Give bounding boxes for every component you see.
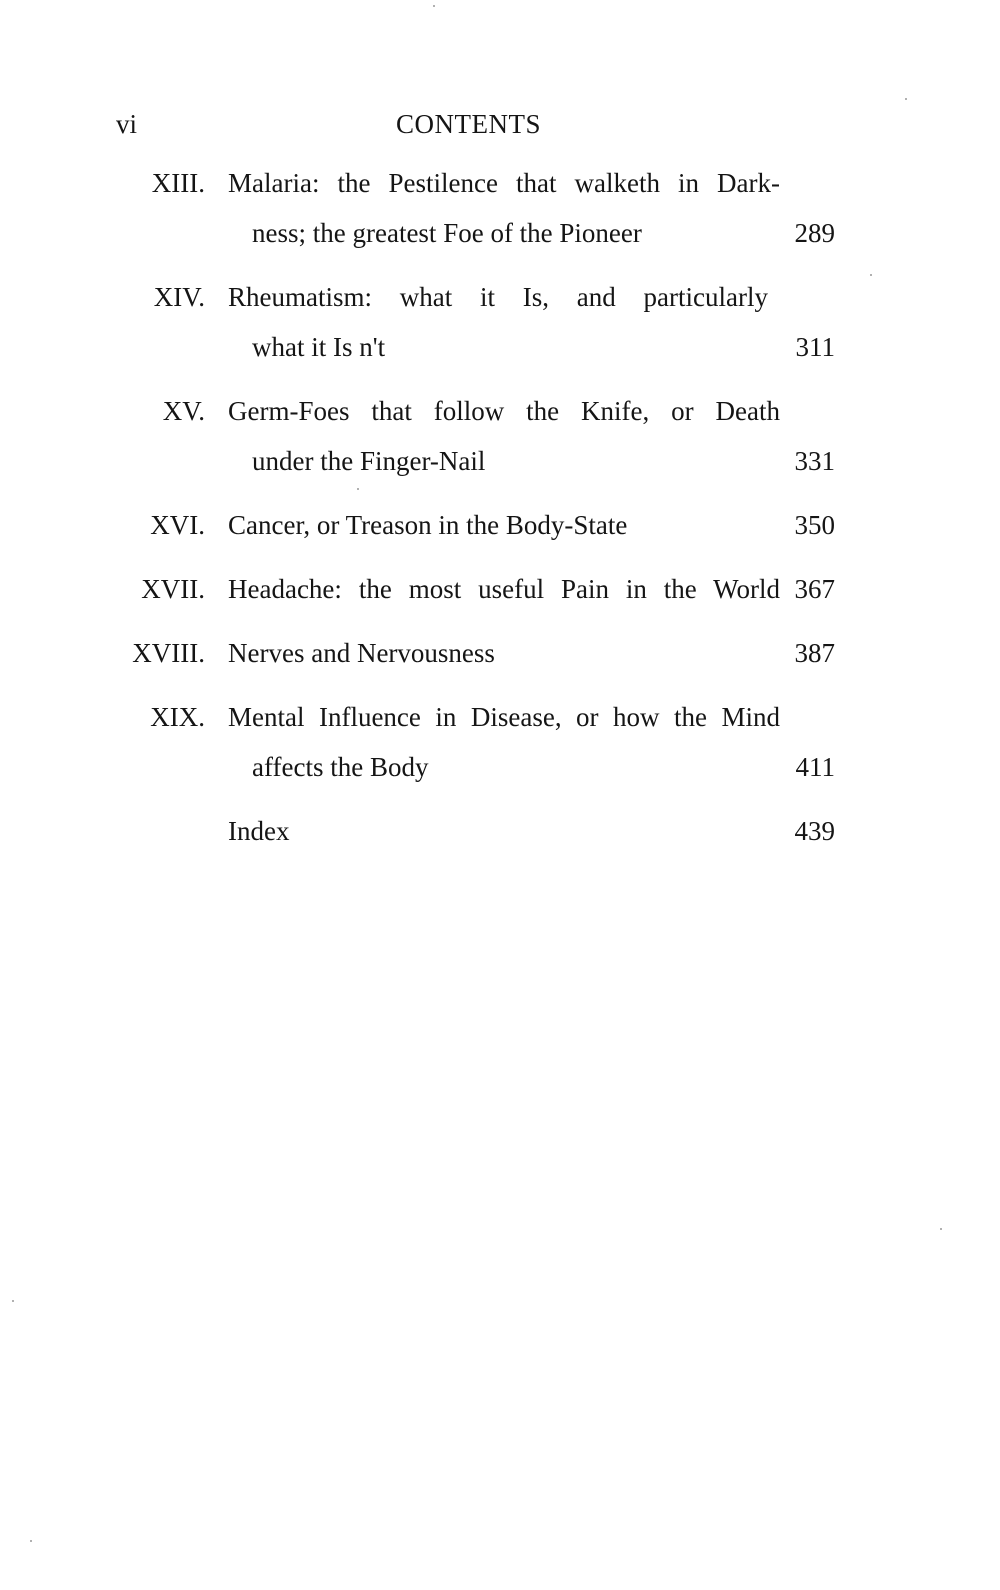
chapter-numeral: XIII. (151, 168, 205, 198)
page-number: vi (116, 109, 138, 139)
chapter-numeral: XVIII. (132, 638, 205, 668)
chapter-page: 411 (795, 752, 835, 782)
chapter-page: 387 (794, 638, 835, 668)
chapter-page: 311 (795, 332, 835, 362)
chapter-title-line: Germ-Foes that follow the Knife, or Death (228, 396, 780, 426)
chapter-page: 350 (794, 510, 835, 540)
chapter-title-line: Nerves and Nervousness (228, 638, 495, 668)
chapter-page: 331 (794, 446, 835, 476)
scan-speck (870, 274, 872, 276)
chapter-numeral: XIX. (150, 702, 205, 732)
chapter-page: 289 (794, 218, 835, 248)
chapter-title-line: ness; the greatest Foe of the Pioneer (252, 218, 642, 248)
chapter-title-line: Rheumatism: what it Is, and particularly (228, 282, 768, 312)
index-label: Index (228, 816, 290, 846)
chapter-title-line: Mental Influence in Disease, or how the Mind (228, 702, 780, 732)
running-head-title: CONTENTS (396, 109, 541, 139)
chapter-title-line: Malaria: the Pestilence that walketh in Dark- (228, 168, 780, 198)
chapter-title-line: what it Is n't (252, 332, 386, 362)
scan-speck (357, 488, 359, 490)
chapter-page: 367 (794, 574, 835, 604)
chapter-numeral: XV. (162, 396, 205, 426)
index-page: 439 (794, 816, 835, 846)
scan-speck (30, 1540, 32, 1542)
chapter-numeral: XVI. (150, 510, 205, 540)
chapter-numeral: XVII. (141, 574, 205, 604)
chapter-title-line: Headache: the most useful Pain in the World (228, 574, 780, 604)
chapter-title-line: under the Finger-Nail (252, 446, 486, 476)
scan-speck (940, 1228, 942, 1230)
chapter-title-line: Cancer, or Treason in the Body-State (228, 510, 628, 540)
scan-speck (433, 5, 435, 7)
chapter-numeral: XIV. (153, 282, 205, 312)
chapter-title-line: affects the Body (252, 752, 429, 782)
scan-speck (12, 1300, 14, 1302)
scan-speck (905, 98, 907, 100)
